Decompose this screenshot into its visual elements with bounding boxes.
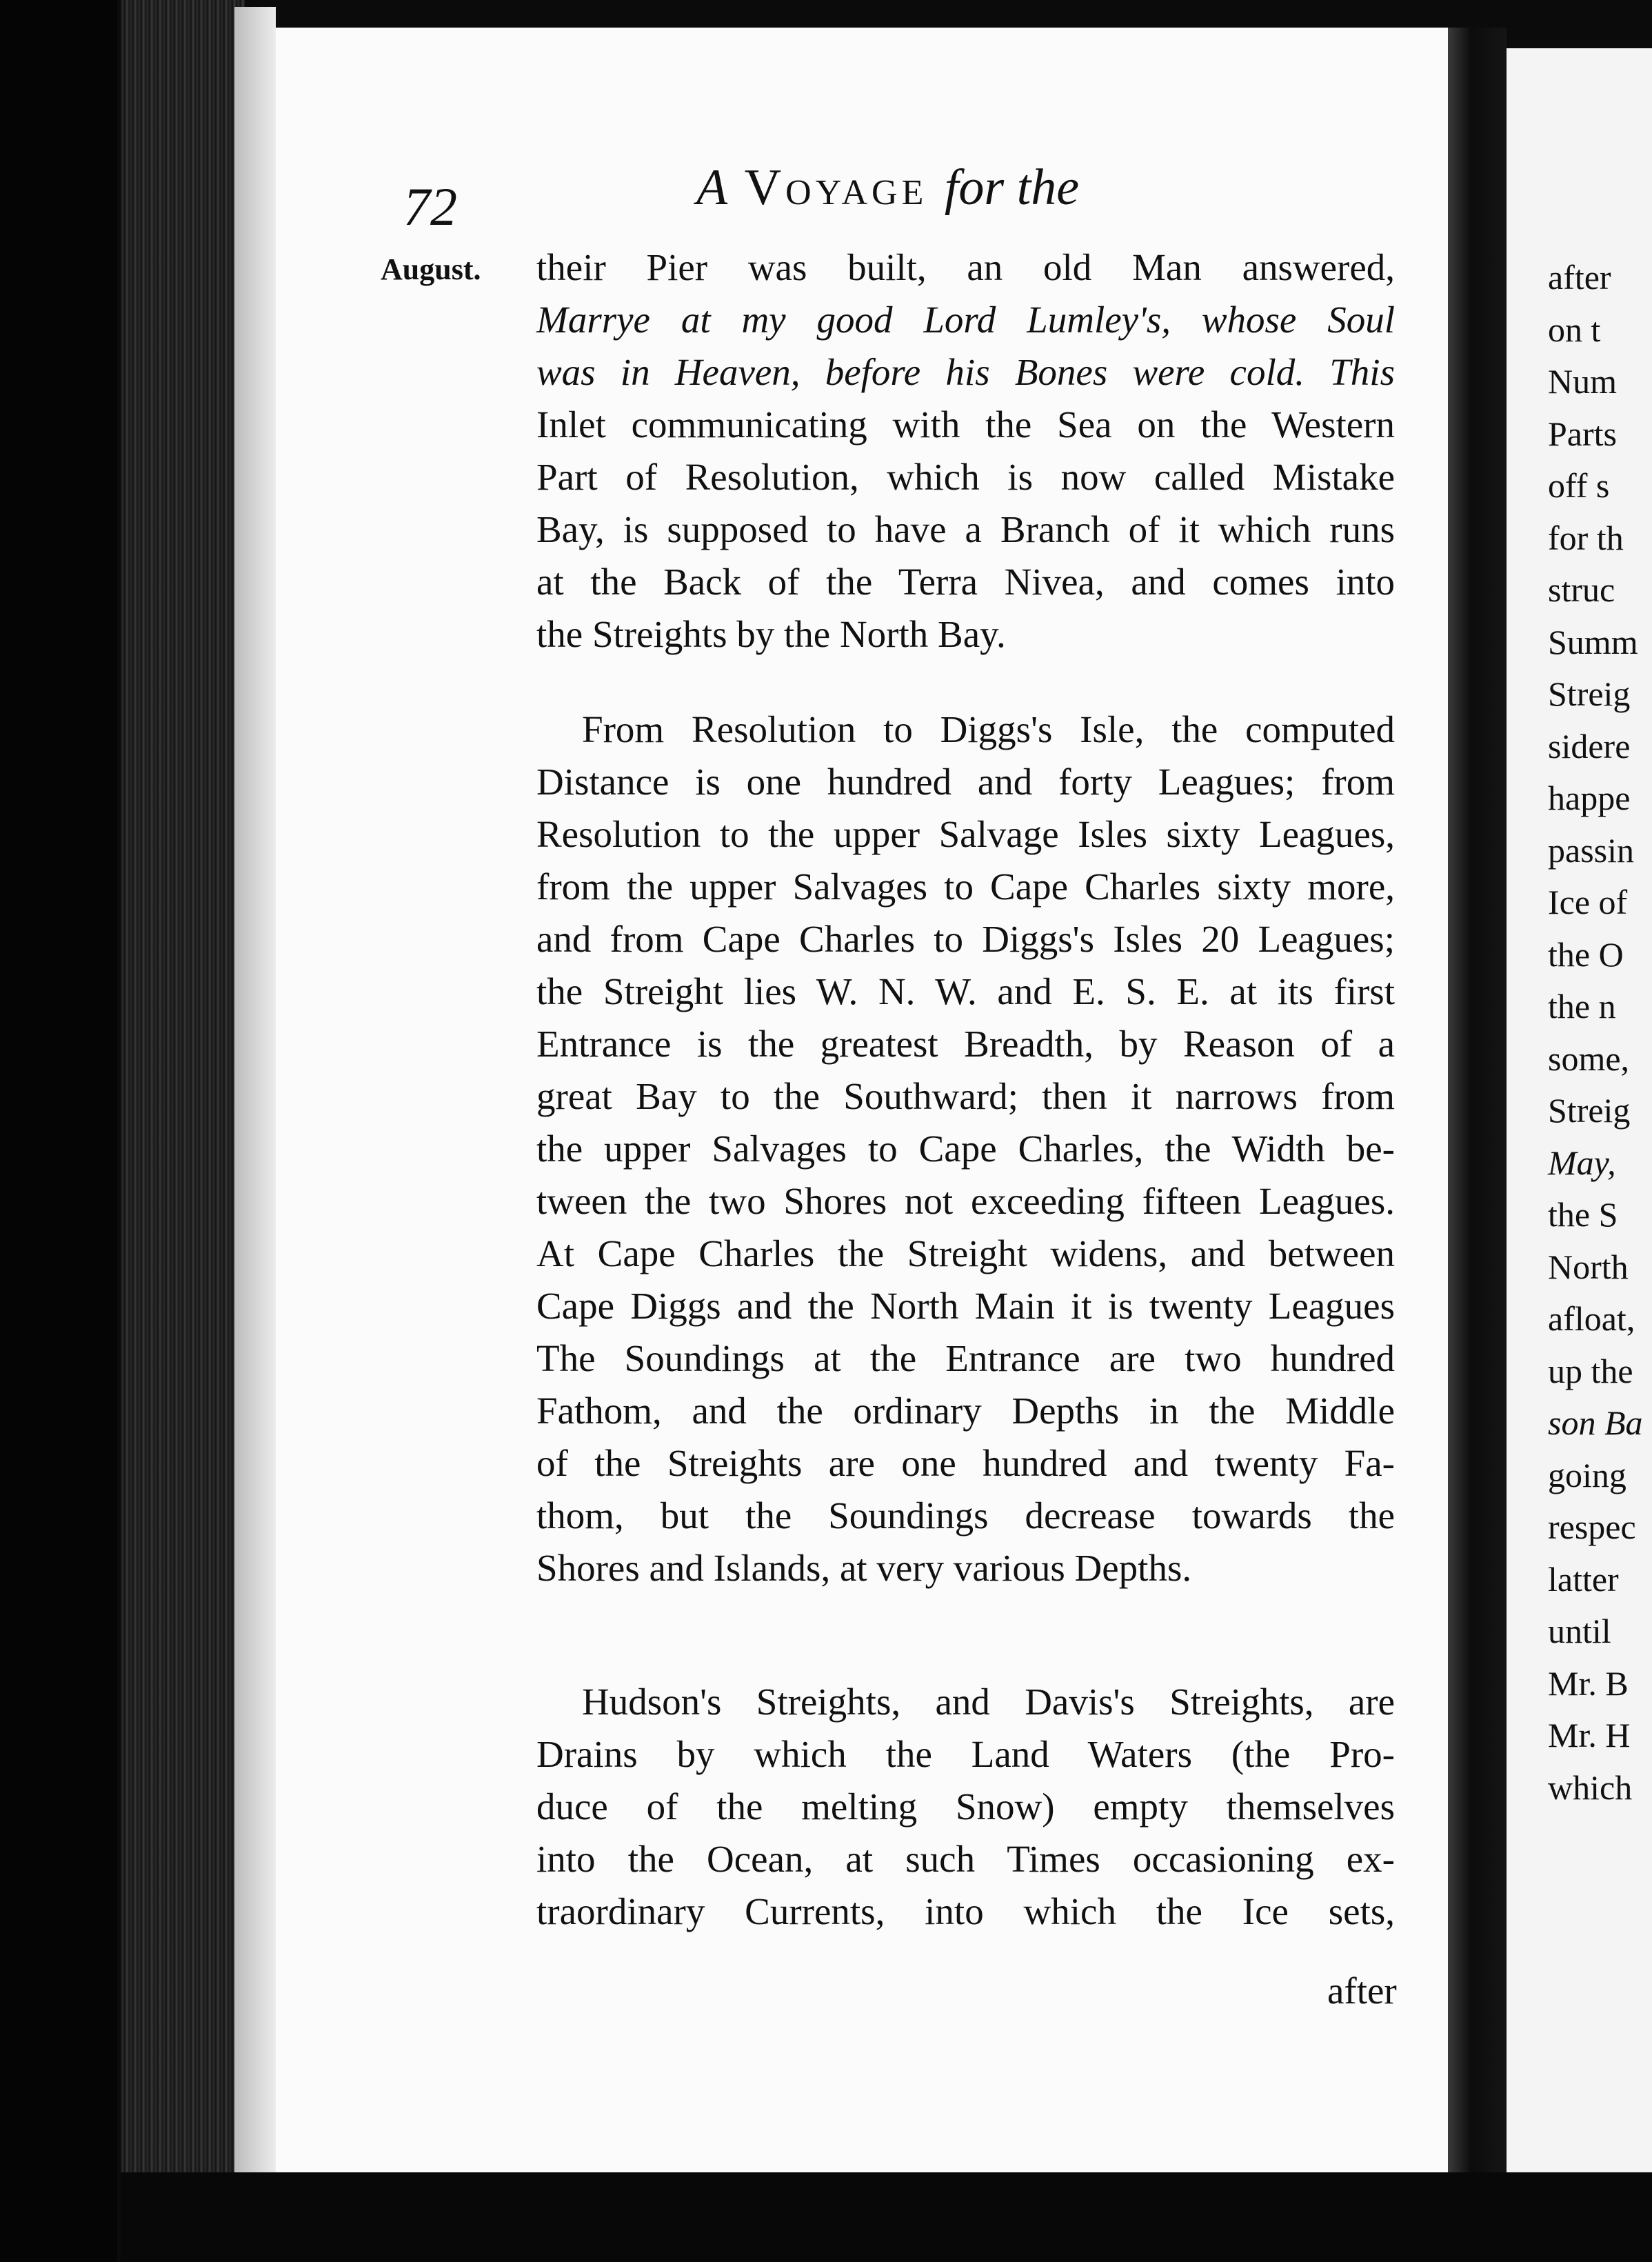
text-line: At Cape Charles the Streight widens, and between [536,1232,1395,1274]
facing-line: sidere [1548,726,1631,765]
facing-line: afloat, [1548,1299,1635,1338]
text-line: from the upper Salvages to Cape Charles sixty more, [536,865,1395,908]
text-line: at the Back of the Terra Nivea, and comes into [536,561,1395,603]
facing-line: North [1548,1247,1629,1286]
text-line: traordinary Currents, into which the Ice sets, [536,1890,1395,1932]
text-line: Marrye at my good Lord Lumley's, whose Soul [536,299,1395,341]
text-line: of the Streights are one hundred and twenty Fa- [536,1442,1395,1484]
facing-line: May, [1548,1143,1616,1182]
text-line: great Bay to the Southward; then it narrows from [536,1075,1395,1117]
text-line: Hudson's Streights, and Davis's Streights, are [582,1681,1395,1723]
facing-line: the S [1548,1195,1618,1234]
facing-line: respec [1548,1508,1636,1546]
text-line: their Pier was built, an old Man answered, [536,246,1395,288]
facing-line: struc [1548,570,1615,609]
text-line: Bay, is supposed to have a Branch of it which runs [536,508,1395,550]
facing-line: Streig [1548,1091,1631,1130]
facing-line: Summ [1548,622,1638,661]
facing-line: latter [1548,1559,1619,1599]
text-line: Resolution to the upper Salvage Isles sixty Leagues, [536,813,1395,855]
facing-line: Num [1548,362,1617,401]
facing-line: Streig [1548,674,1631,713]
page-number: 72 [403,177,457,237]
text-line: and from Cape Charles to Diggs's Isles 20 Leagues; [536,918,1395,960]
text-line: was in Heaven, before his Bones were cold. This [536,351,1395,393]
text-line: Cape Diggs and the North Main it is twenty Leagues [536,1285,1395,1327]
text-line: the Streights by the North Bay. [536,613,1006,655]
text-line: tween the two Shores not exceeding fifteen Leagues. [536,1180,1395,1222]
running-head [696,159,1079,217]
scan-bottom-border [121,2172,1652,2262]
facing-line: for th [1548,518,1624,557]
text-line: Drains by which the Land Waters (the Pro- [536,1733,1395,1775]
facing-line: after [1548,258,1611,297]
text-line: Fathom, and the ordinary Depths in the Middle [536,1390,1395,1432]
paragraph-1 [536,241,1395,661]
facing-line: Mr. H [1548,1716,1631,1754]
running-head-voyage: Voyage [744,159,928,216]
text-line: into the Ocean, at such Times occasioning ex- [536,1838,1395,1880]
facing-line: which [1548,1768,1633,1807]
facing-line: going [1548,1455,1626,1494]
facing-line: son Ba [1548,1403,1643,1442]
facing-line: until [1548,1612,1611,1650]
text-line: the Streight lies W. N. W. and E. S. E. at its first [536,970,1395,1012]
facing-line: up the [1548,1351,1633,1390]
facing-line: some, [1548,1039,1630,1078]
text-line: The Soundings at the Entrance are two hundred [536,1337,1395,1379]
text-line: Inlet communicating with the Sea on the Western [536,403,1395,446]
text-line: the upper Salvages to Cape Charles, the Width be- [536,1128,1395,1170]
running-head-initial: A [696,159,728,216]
facing-line: Ice of [1548,883,1628,921]
facing-line: the O [1548,934,1624,974]
paragraph-3 [536,1676,1395,1938]
scan-border [0,0,117,2262]
facing-page-text [1548,252,1643,1814]
page-curl-shadow [234,7,276,2224]
facing-line: passin [1548,830,1634,870]
facing-line: the n [1548,987,1616,1025]
text-line: duce of the melting Snow) empty themselves [536,1785,1395,1828]
catchword: after [1327,1970,1397,2012]
facing-line: happe [1548,779,1631,817]
running-head-rest: for the [944,159,1080,216]
text-line: Distance is one hundred and forty Leagues; from [536,761,1395,803]
book-gutter [1448,28,1507,2228]
facing-line: Parts [1548,414,1617,453]
text-line: Part of Resolution, which is now called Mistake [536,456,1395,498]
paragraph-2 [536,703,1395,1594]
text-line: Entrance is the greatest Breadth, by Reason of a [536,1023,1395,1065]
book-page-edges [121,0,245,2217]
margin-note-month: August. [381,252,481,286]
facing-line: off s [1548,466,1610,505]
text-line: From Resolution to Diggs's Isle, the computed [582,708,1395,750]
text-line: thom, but the Soundings decrease towards the [536,1494,1395,1537]
text-line: Shores and Islands, at very various Depths. [536,1547,1192,1589]
facing-line: on t [1548,310,1601,349]
facing-line: Mr. B [1548,1663,1629,1703]
